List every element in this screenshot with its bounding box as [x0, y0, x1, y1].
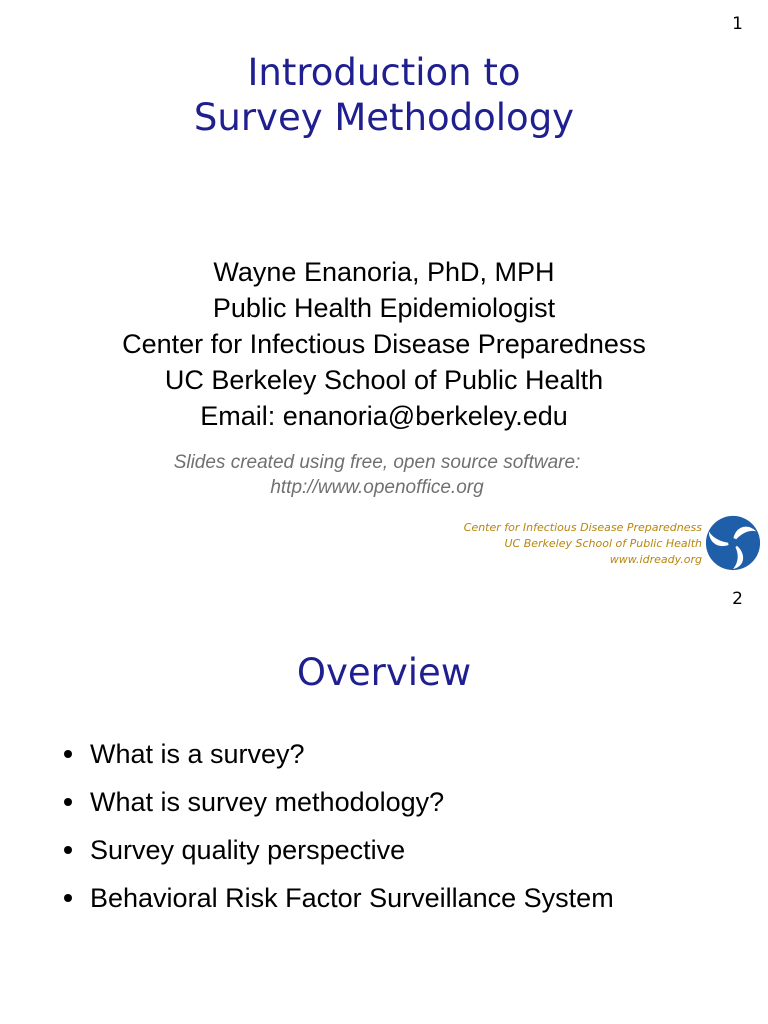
footer-line: Center for Infectious Disease Preparedness — [463, 521, 702, 534]
bullet-item — [64, 826, 614, 874]
footer-line: UC Berkeley School of Public Health — [504, 537, 702, 550]
footer-url: www.idready.org — [609, 553, 702, 566]
title-line: Survey Methodology — [193, 96, 575, 139]
author-title: Public Health Epidemiologist — [212, 293, 556, 323]
bullet-dot-icon — [64, 798, 72, 806]
author-email: Email: enanoria@berkeley.edu — [200, 401, 568, 431]
bullet-item — [64, 730, 614, 778]
bullet-text: What is a survey? — [90, 739, 305, 769]
title-line: Introduction to — [247, 51, 521, 94]
bullet-text: What is survey methodology? — [90, 787, 445, 817]
swirl-logo-icon — [704, 514, 762, 572]
bullet-item — [64, 778, 614, 826]
slide-title — [0, 650, 768, 695]
page-number: 2 — [732, 589, 743, 609]
slide-2 — [0, 580, 768, 1024]
slide-title — [0, 50, 768, 140]
author-block — [0, 254, 768, 434]
bullet-dot-icon — [64, 750, 72, 758]
bullet-item — [64, 874, 614, 922]
page-number: 1 — [732, 14, 743, 34]
author-center: Center for Infectious Disease Preparedness — [122, 329, 646, 359]
bullet-dot-icon — [64, 846, 72, 854]
bullet-list — [64, 730, 614, 922]
bullet-dot-icon — [64, 894, 72, 902]
bullet-text: Survey quality perspective — [90, 835, 406, 865]
author-name: Wayne Enanoria, PhD, MPH — [213, 257, 555, 287]
author-school: UC Berkeley School of Public Health — [164, 365, 604, 395]
bullet-text: Behavioral Risk Factor Surveillance System — [90, 883, 614, 913]
note-link: http://www.openoffice.org — [270, 477, 484, 498]
slide-footer — [464, 520, 702, 568]
title-line: Overview — [296, 651, 472, 694]
note-line: Slides created using free, open source software: — [173, 452, 581, 473]
software-note — [0, 450, 754, 500]
